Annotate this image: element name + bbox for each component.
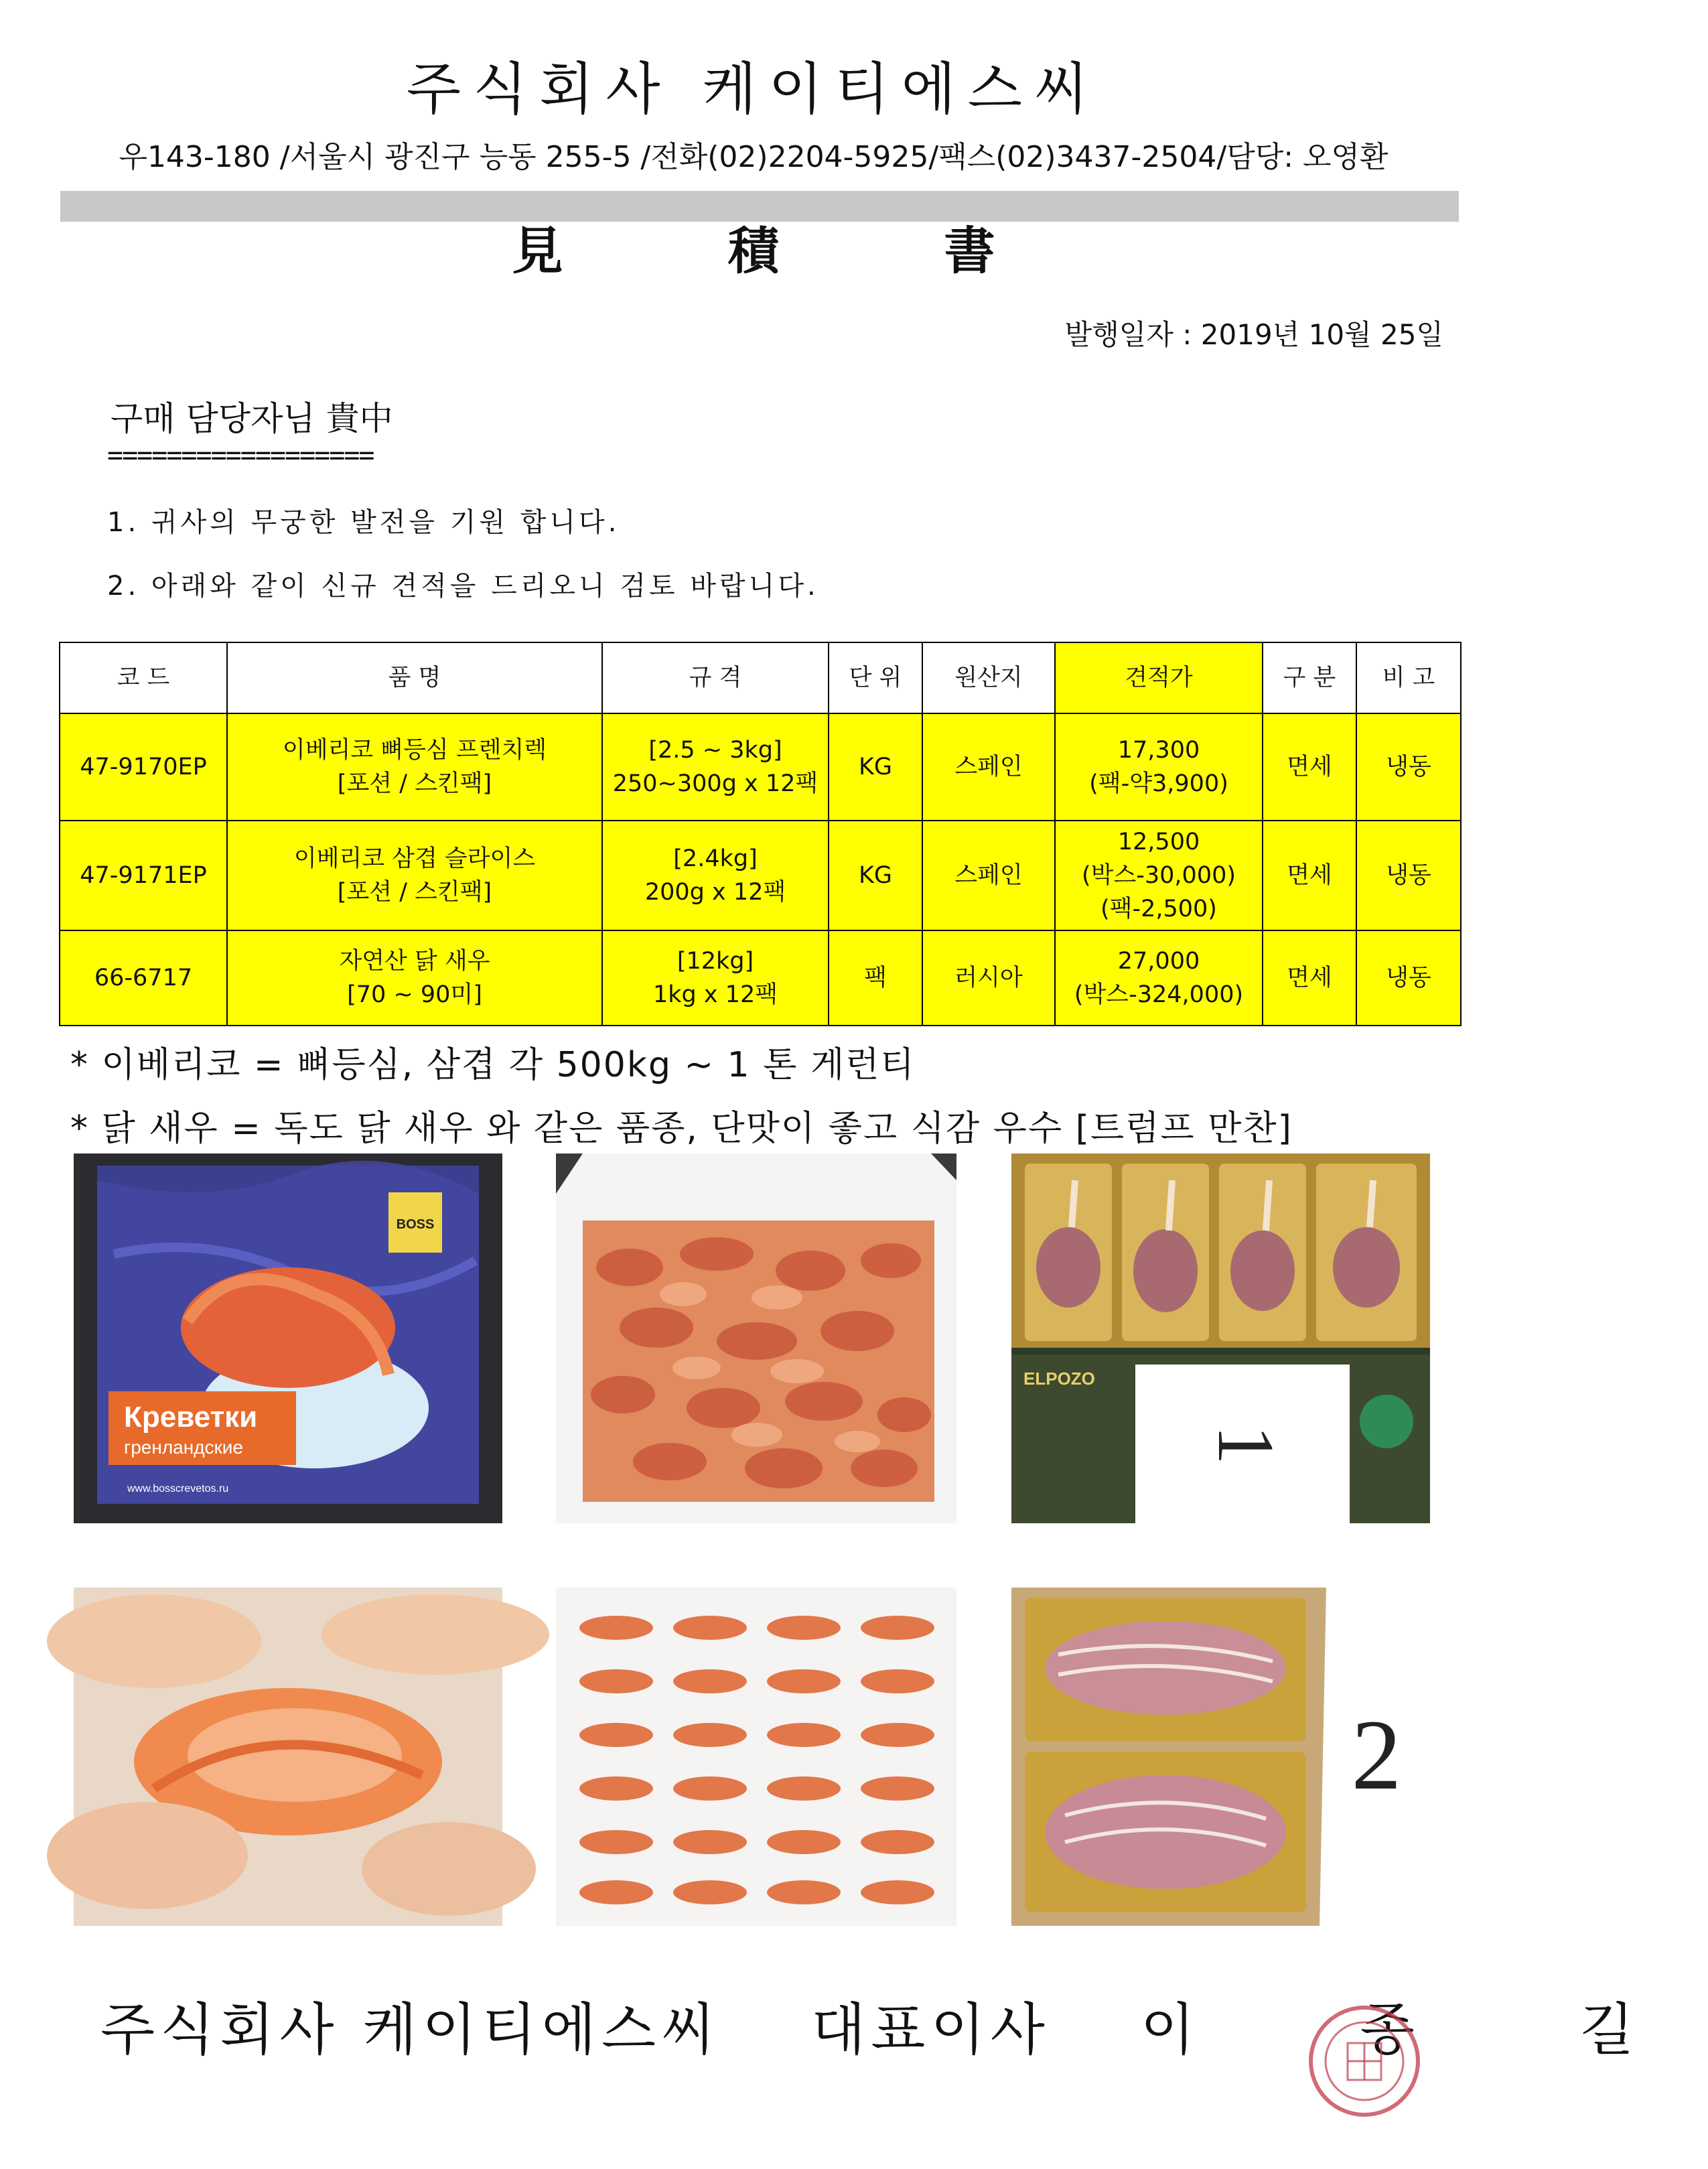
signature-name: 이 종 길	[1140, 1997, 1708, 2062]
cell-price	[1055, 713, 1263, 821]
price-line: (박스-324,000)	[1074, 981, 1244, 1008]
cell-code: 47-9170EP	[60, 713, 227, 821]
box-title-text: Креветки	[124, 1401, 258, 1433]
signature-company: 주식회사 케이티에스씨	[100, 1997, 721, 2062]
cell-spec	[602, 930, 829, 1026]
cell-unit: KG	[829, 713, 922, 821]
company-title: 주식회사 케이티에스씨	[406, 56, 1101, 122]
cell-remarks: 냉동	[1356, 821, 1461, 930]
header-code: 코 드	[60, 642, 227, 713]
box-brand-text: BOSS	[396, 1217, 435, 1232]
product-name-line: [포션 / 스킨팩]	[337, 879, 492, 906]
product-name-line: [포션 / 스킨팩]	[337, 770, 492, 797]
table-header-row	[60, 642, 1461, 713]
header-remarks: 비 고	[1356, 642, 1461, 713]
header-spec: 규 격	[602, 642, 829, 713]
recipient-underline: ==================	[107, 440, 374, 471]
cell-code: 66-6717	[60, 930, 227, 1026]
iberico-rack-photo	[1011, 1153, 1430, 1523]
product-name-line: 자연산 닭 새우	[339, 948, 490, 975]
cell-category: 면세	[1263, 713, 1356, 821]
cell-unit: KG	[829, 821, 922, 930]
number-card-text: 1	[1202, 1425, 1291, 1465]
cell-price	[1055, 821, 1263, 930]
product-name-line: 이베리코 뼈등심 프렌치렉	[282, 737, 547, 764]
header-quote-price: 견적가	[1055, 642, 1263, 713]
note-line-1: * 이베리코 = 뼈등심, 삼겹 각 500kg ~ 1 톤 게런티	[70, 1045, 916, 1085]
signature-title: 대표이사	[811, 1997, 1050, 2062]
price-line: (팩-약3,900)	[1089, 770, 1228, 797]
product-name-line: 이베리코 삼겹 슬라이스	[293, 845, 536, 872]
spec-line: 250~300g x 12팩	[612, 770, 819, 797]
header-origin: 원산지	[922, 642, 1055, 713]
document-title: 見 積 書	[512, 221, 995, 281]
spec-line: [2.5 ~ 3kg]	[648, 737, 782, 764]
cell-unit: 팩	[829, 930, 922, 1026]
number-card-text: 2	[1351, 1699, 1402, 1811]
shrimp-box-photo	[74, 1153, 502, 1523]
greeting-line-2: 2. 아래와 같이 신규 견적을 드리오니 검토 바랍니다.	[107, 571, 819, 602]
cell-product-name	[227, 821, 602, 930]
header-unit: 단 위	[829, 642, 922, 713]
cell-code: 47-9171EP	[60, 821, 227, 930]
price-line: 27,000	[1117, 948, 1200, 975]
cell-spec	[602, 713, 829, 821]
note-line-2: * 닭 새우 = 독도 닭 새우 와 같은 품종, 단맛이 좋고 식감 우수 [트럼프 만찬]	[70, 1109, 1293, 1149]
quote-table	[59, 642, 1462, 1026]
header-category: 구 분	[1263, 642, 1356, 713]
table-row	[60, 713, 1461, 821]
box-subtitle-text: гренландские	[124, 1437, 243, 1458]
cell-category: 면세	[1263, 821, 1356, 930]
signature-line	[100, 1993, 1708, 2067]
shrimp-peeling-photo	[74, 1588, 502, 1926]
cell-remarks: 냉동	[1356, 930, 1461, 1026]
cell-origin: 스페인	[922, 821, 1055, 930]
price-line: (박스-30,000)	[1081, 862, 1236, 889]
recipient-line: 구매 담당자님 貴中	[111, 399, 393, 438]
iberico-belly-photo	[1011, 1588, 1430, 1926]
price-line: 17,300	[1117, 737, 1200, 764]
spec-line: 200g x 12팩	[644, 879, 786, 906]
spec-line: 1kg x 12팩	[652, 981, 778, 1008]
product-name-line: [70 ~ 90미]	[347, 981, 482, 1008]
cell-spec	[602, 821, 829, 930]
cell-remarks: 냉동	[1356, 713, 1461, 821]
cell-product-name	[227, 930, 602, 1026]
company-seal-stamp	[1306, 2003, 1423, 2120]
cell-origin: 러시아	[922, 930, 1055, 1026]
shrimp-rows-photo	[556, 1588, 956, 1926]
shrimp-tray-photo	[556, 1153, 956, 1523]
cell-product-name	[227, 713, 602, 821]
table-row	[60, 821, 1461, 930]
company-address: 우143-180 /서울시 광진구 능동 255-5 /전화(02)2204-5925/팩스(02)3437-2504/담당: 오영환	[119, 140, 1389, 174]
spec-line: [2.4kg]	[673, 845, 758, 872]
issue-date: 발행일자 : 2019년 10월 25일	[1064, 318, 1443, 351]
price-line: 12,500	[1117, 829, 1200, 855]
cell-category: 면세	[1263, 930, 1356, 1026]
elpozo-label-text: ELPOZO	[1023, 1369, 1095, 1389]
spec-line: [12kg]	[677, 948, 754, 975]
header-product-name: 품 명	[227, 642, 602, 713]
price-line: (팩-2,500)	[1100, 896, 1217, 922]
greeting-line-1: 1. 귀사의 무궁한 발전을 기원 합니다.	[107, 507, 620, 538]
cell-origin: 스페인	[922, 713, 1055, 821]
table-row	[60, 930, 1461, 1026]
box-url-text: www.bosscrevetos.ru	[127, 1483, 229, 1494]
cell-price	[1055, 930, 1263, 1026]
